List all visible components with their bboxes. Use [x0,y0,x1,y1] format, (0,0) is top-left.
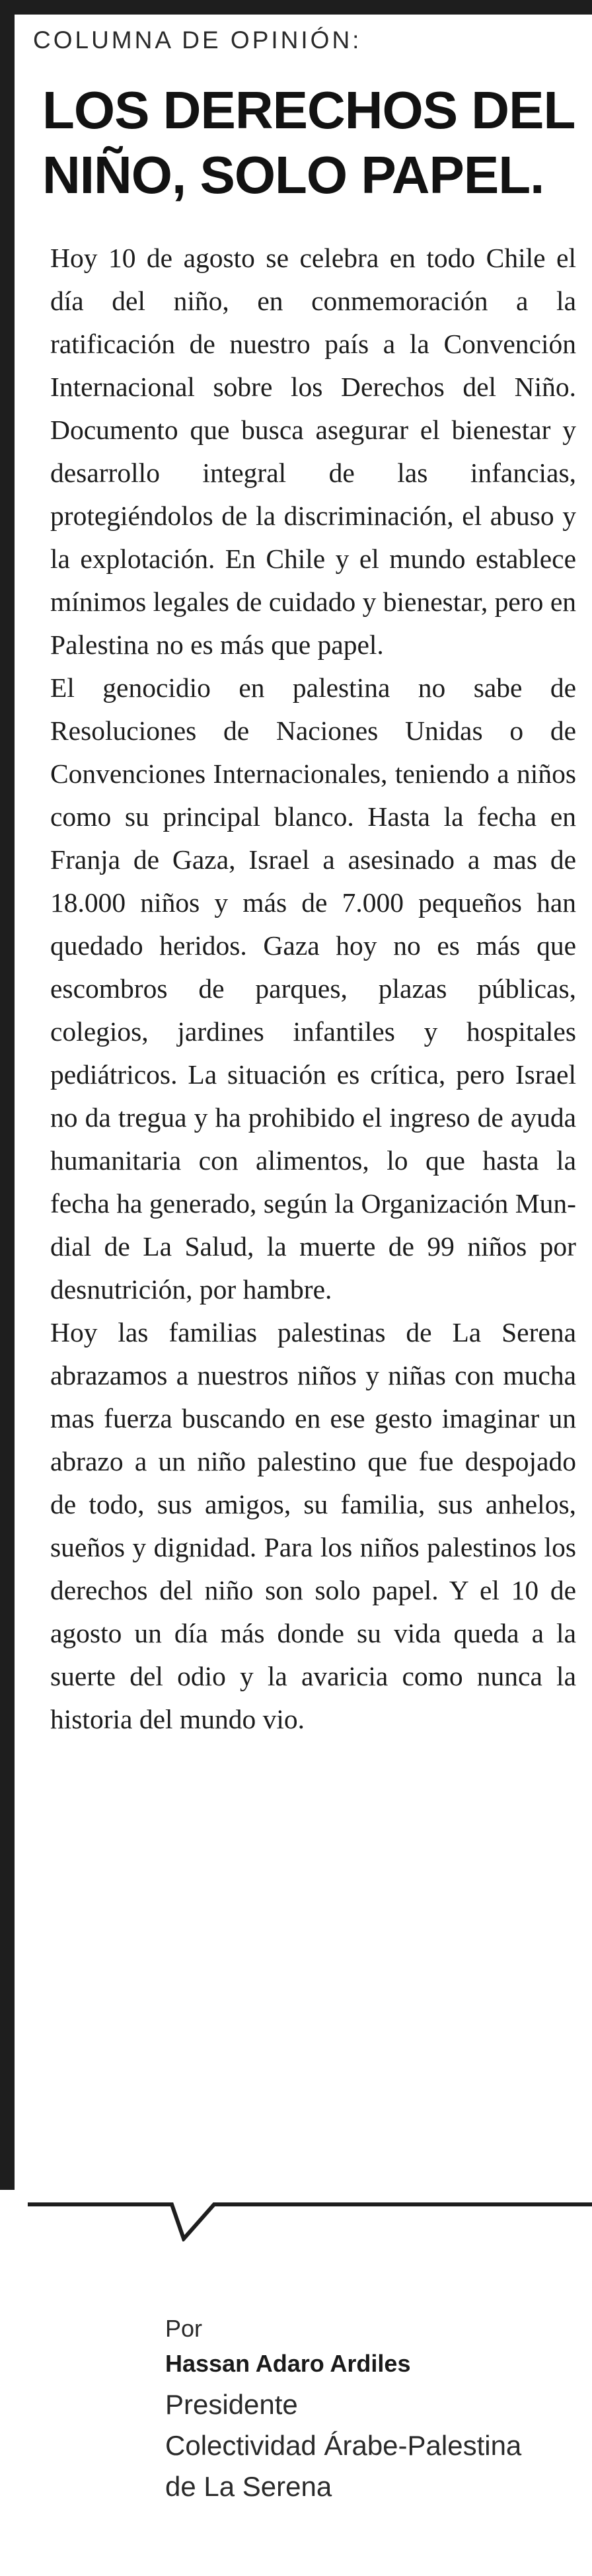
signature-by: Por [165,2315,203,2342]
left-border-rule [0,0,15,2190]
article-body [50,237,576,1741]
paragraph-3: Hoy las familias palestinas de La Serena abrazamos a nuestros niños y niñas con mucha mas fuerza buscando en ese gesto imaginar un abrazo a un niño palestino que fue despojado de todo, sus amigos, su familia, sus anhelos, sueños y dignidad. Para los niños palestinos los derechos del niño son solo papel. Y el 10 de agosto un día más donde su vida queda a la suerte del odio y la avaricia como nunca la historia del mundo vio. [50,1317,576,1734]
speech-bubble-divider [28,2202,592,2241]
author-role-line-2: Colectividad Árabe-Palestina [165,2430,522,2461]
section-label: COLUMNA DE OPINIÓN: [33,26,362,54]
author-role-line-1: Presidente [165,2389,298,2420]
headline-line-1: LOS DERECHOS DEL [42,81,575,140]
author-name: Hassan Adaro Ardiles [165,2350,411,2377]
headline [42,78,584,208]
headline-line-2: NIÑO, SOLO PAPEL. [42,145,544,204]
author-role-line-3: de La Serena [165,2471,332,2502]
signature-block [165,2314,588,2507]
paragraph-2: El genocidio en palestina no sabe de Resoluciones de Naciones Unidas o de Convenciones Internacionales, teniendo a niños como su principal blanco. Hasta la fecha en Franja de Gaza, Israel a asesinado a mas de 18.000 niños y más de 7.000 pequeños han quedado heridos. Gaza hoy no es más que escombros de parques, plazas públicas, colegios, jardines infantiles y hospitales pediátricos. La situación es crítica, pero Israel no da tregua y ha prohibido el ingreso de ayuda humanitaria con alimentos, lo que hasta la fecha ha generado, según la Organización Mundial de La Salud, la muerte de 99 niños por desnutrición, por hambre. [50,672,576,1305]
top-border-rule [15,0,592,15]
paragraph-1: Hoy 10 de agosto se celebra en todo Chile el día del niño, en conmemoración a la ratificación de nuestro país a la Convención Internacional sobre los Derechos del Niño. Documento que busca asegurar el bienestar y desarrollo integral de las infancias, protegiéndolos de la discriminación, el abuso y la explotación. En Chile y el mundo establece mínimos legales de cuidado y bienestar, pero en Palestina no es más que papel. [50,243,576,660]
